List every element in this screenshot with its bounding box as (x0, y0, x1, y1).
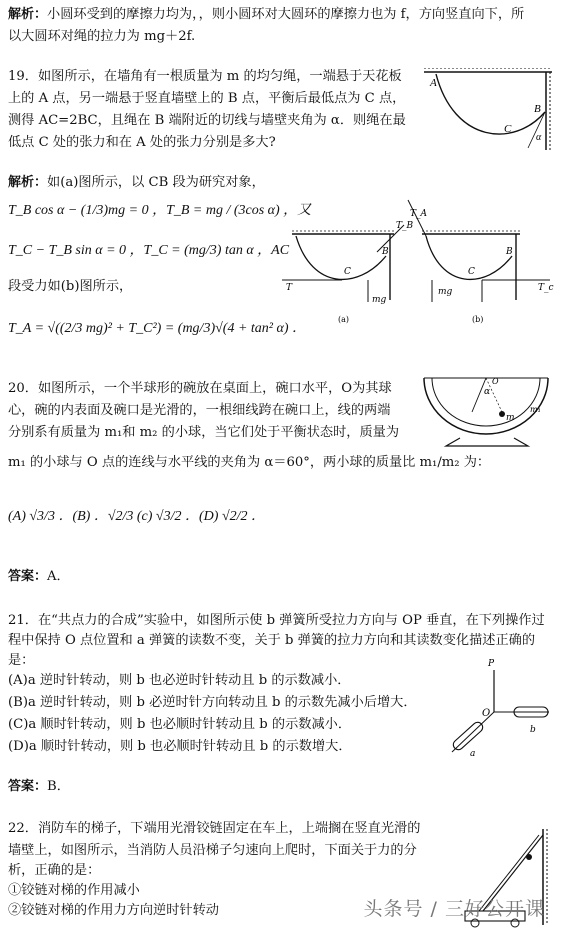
q21-line-2: 程中保持 O 点位置和 a 弹簧的读数不变，关于 b 弹簧的拉力方向和其读数变化描述正确的 (8, 633, 536, 648)
q20-line-2: 心，碗的内表面及碗口是光滑的，一根细线跨在碗口上，线的两端 (8, 403, 391, 418)
label-alpha: α (484, 387, 491, 397)
label-TB: T_B (396, 221, 414, 231)
label-C: C (344, 267, 351, 277)
label-O: O (482, 708, 491, 719)
label-A: A (430, 77, 437, 89)
q20-line-4: m₁ 的小球与 O 点的连线与水平线的夹角为 α＝60°，两小球的质量比 m₁/m₂ 为： (8, 455, 491, 470)
analysis-label: 解析： (8, 7, 48, 22)
q22-line-3: 析，正确的是： (8, 863, 101, 878)
q22-line-2: 墙壁上，如图所示，当消防人员沿梯子匀速向上爬时，下面关于力的分 (8, 843, 417, 858)
q22-option-2: ②铰链对梯的作用力方向逆时针转动 (8, 903, 219, 918)
q20-options: (A) √3/3 ．(B) ．√2/3 (c) √3/2 ．(D) √2/2 ． (8, 509, 266, 524)
q21-option-c: (C)a 顺时针转动，则 b 也必顺时针转动且 b 的示数减小． (8, 717, 352, 732)
solution-19-line-3: 段受力如(b)图所示， (8, 279, 133, 294)
label-alpha: α (536, 132, 542, 143)
q22-option-1: ①铰链对梯的作用减小 (8, 883, 140, 898)
q21-option-d: (D)a 顺时针转动，则 b 也必顺时针转动且 b 的示数增大． (8, 739, 352, 754)
solution-19-intro: 解析：如(a)图所示，以 CB 段为研究对象， (8, 175, 265, 190)
label-m: m (506, 413, 515, 423)
q20-line-1: 20．如图所示，一个半球形的碗放在桌面上，碗口水平，O为其球 (8, 381, 392, 396)
q21-spring-figure (434, 656, 554, 760)
q21-line-1: 21．在“共点力的合成”实验中，如图所示使 b 弹簧所受拉力方向与 OP 垂直，在下列操作过 (8, 613, 545, 628)
label-Tc: T_c (538, 283, 554, 293)
label-T: T (286, 283, 293, 293)
q21-option-a: (A)a 逆时针转动，则 b 也必逆时针转动且 b 的示数减小． (8, 673, 351, 688)
answer-20: 答案：A． (8, 569, 70, 584)
label-B2: B (506, 247, 513, 257)
label-m1: m₁ (530, 405, 541, 414)
label-O: O (492, 377, 499, 386)
solution-19-eq-3: T_A = √((2/3 mg)² + T_C²) = (mg/3)√(4 + tan² α) ． (8, 321, 306, 336)
label-C2: C (468, 267, 475, 277)
label-B: B (534, 103, 541, 115)
q19-line-3: 测得 AC=2BC，且绳在 B 端附近的切线与墙壁夹角为 α．则绳在最 (8, 113, 406, 128)
label-TA: T_A (410, 209, 428, 219)
label-P: P (488, 659, 495, 669)
q21-option-b: (B)a 逆时针转动，则 b 必逆时针方向转动且 b 的示数先减小后增大． (8, 695, 417, 710)
q20-bowl-figure (420, 372, 555, 452)
solution-19-eq-2: T_C − T_B sin α = 0 ，T_C = (mg/3) tan α ，AC (8, 243, 290, 258)
q19-line-1: 19．如图所示，在墙角有一根质量为 m 的均匀绳，一端悬于天花板 (8, 69, 402, 84)
answer-21: 答案：B． (8, 779, 70, 794)
label-a: (a) (338, 315, 350, 324)
solution-18-line-2: 以大圆环对绳的拉力为 mg＋2f. (8, 29, 196, 44)
label-b: b (530, 725, 536, 735)
q20-line-3: 分别系有质量为 m₁和 m₂ 的小球，当它们处于平衡状态时，质量为 (8, 425, 400, 440)
label-B: B (382, 247, 389, 257)
watermark: 头条号 / 三好公开课 (363, 898, 545, 920)
q19-line-2: 上的 A 点，另一端悬于竖直墙壁上的 B 点，平衡后最低点为 C 点， (8, 91, 406, 106)
analysis-label: 解析： (8, 175, 48, 190)
q21-line-3: 是： (8, 653, 35, 668)
label-b: (b) (472, 315, 484, 324)
q22-line-1: 22．消防车的梯子，下端用光滑铰链固定在车上，上端搁在竖直光滑的 (8, 821, 421, 836)
label-mg2: mg (438, 287, 453, 297)
label-a: a (470, 749, 476, 759)
label-mg: mg (372, 295, 387, 305)
solution-18-line-1: 解析：小圆环受到的摩擦力均为，，则小圆环对大圆环的摩擦力也为 f，方向竖直向下，所 (8, 7, 525, 22)
s19-force-diagrams (282, 190, 554, 330)
solution-19-eq-1: T_B cos α − (1/3)mg = 0 ，T_B = mg / (3cos α) ，又 (8, 203, 312, 218)
q19-line-4: 低点 C 处的张力和在 A 处的张力分别是多大? (8, 135, 276, 150)
label-C: C (504, 123, 512, 135)
q19-rope-figure (424, 68, 554, 153)
